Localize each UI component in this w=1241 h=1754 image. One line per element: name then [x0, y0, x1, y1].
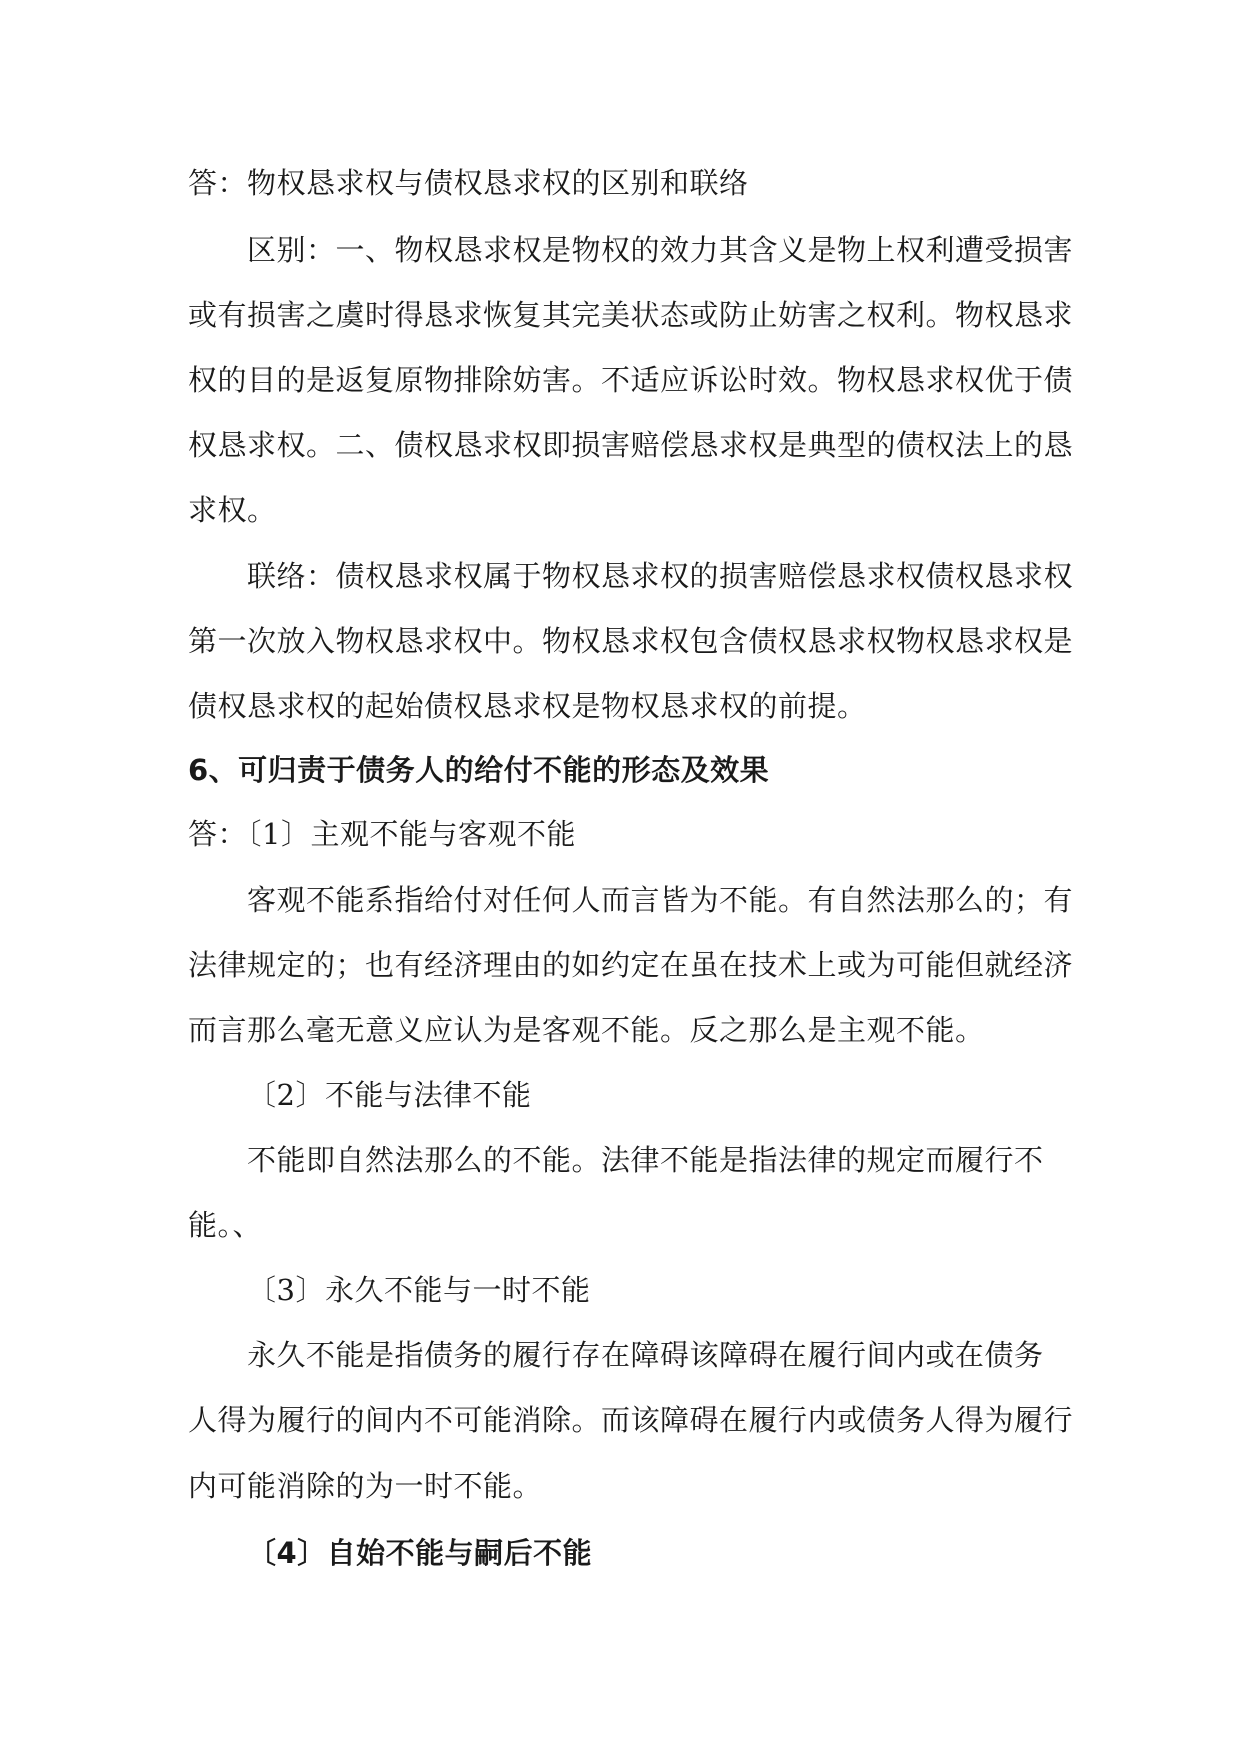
paragraph-line: 第一次放入物权恳求权中。物权恳求权包含债权恳求权物权恳求权是 [188, 624, 1074, 658]
subheading: 〔2〕不能与法律不能 [247, 1078, 532, 1112]
paragraph-line: 法律规定的；也有经济理由的如约定在虽在技术上或为可能但就经济 [188, 948, 1074, 982]
paragraph-line: 或有损害之虞时得恳求恢复其完美状态或防止妨害之权利。物权恳求 [188, 298, 1074, 332]
paragraph-line: 联络：债权恳求权属于物权恳求权的损害赔偿恳求权债权恳求权 [247, 559, 1074, 593]
paragraph-line: 内可能消除的为一时不能。 [188, 1469, 543, 1503]
paragraph-line: 区别：一、物权恳求权是物权的效力其含义是物上权利遭受损害 [247, 233, 1074, 267]
paragraph-line: 债权恳求权的起始债权恳求权是物权恳求权的前提。 [188, 689, 867, 723]
paragraph-line: 客观不能系指给付对任何人而言皆为不能。有自然法那么的；有 [247, 883, 1074, 917]
paragraph-line: 权的目的是返复原物排除妨害。不适应诉讼时效。物权恳求权优于债 [188, 363, 1074, 397]
paragraph-line: 能。、 [188, 1208, 263, 1242]
answer-intro: 答：物权恳求权与债权恳求权的区别和联络 [188, 166, 749, 200]
subheading: 〔3〕永久不能与一时不能 [247, 1273, 591, 1307]
answer-intro: 答：〔1〕主观不能与客观不能 [188, 817, 576, 851]
paragraph-line: 求权。 [188, 493, 277, 527]
paragraph-line: 权恳求权。二、债权恳求权即损害赔偿恳求权是典型的债权法上的恳 [188, 428, 1074, 462]
paragraph-line: 而言那么毫无意义应认为是客观不能。反之那么是主观不能。 [188, 1013, 985, 1047]
paragraph-line: 不能即自然法那么的不能。法律不能是指法律的规定而履行不 [247, 1143, 1044, 1177]
subheading-bold: 〔4〕自始不能与嗣后不能 [247, 1536, 593, 1570]
paragraph-line: 人得为履行的间内不可能消除。而该障碍在履行内或债务人得为履行 [188, 1403, 1074, 1437]
section-heading: 6、可归责于债务人的给付不能的形态及效果 [188, 753, 770, 787]
paragraph-line: 永久不能是指债务的履行存在障碍该障碍在履行间内或在债务 [247, 1338, 1044, 1372]
